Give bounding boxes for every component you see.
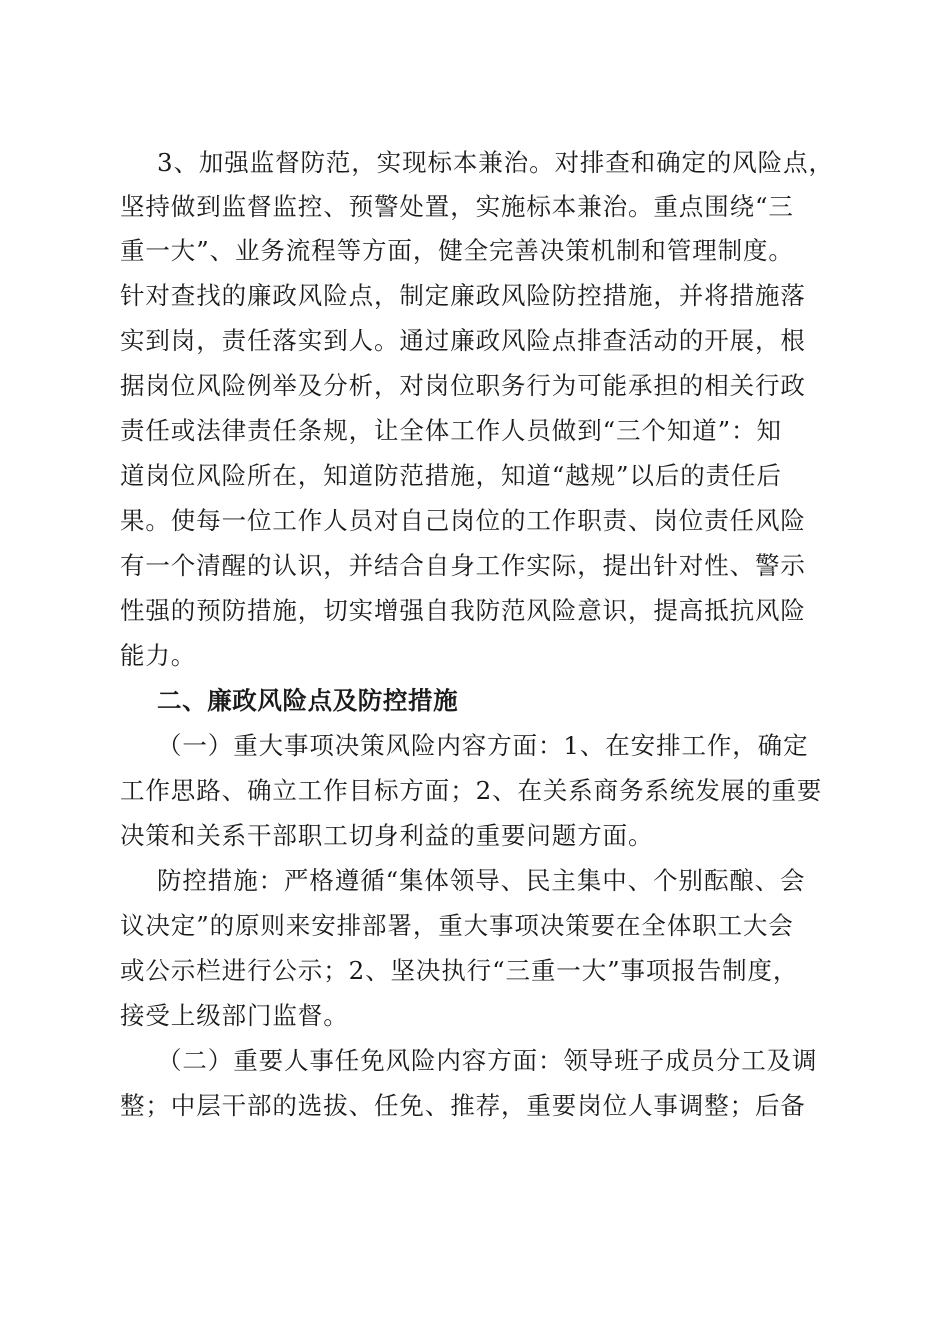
body-text-line: 工作思路、确立工作目标方面；2、在关系商务系统发展的重要 (120, 776, 823, 805)
body-text-line: 整；中层干部的选拔、任免、推荐，重要岗位人事调整；后备 (120, 1091, 806, 1120)
body-text-line: 议决定”的原则来安排部署，重大事项决策要在全体职工大会 (120, 911, 794, 940)
body-text-line: 坚持做到监督监控、预警处置，实施标本兼治。重点围绕“三 (120, 192, 794, 221)
body-text-line: 责任或法律责任条规，让全体工作人员做到“三个知道”：知 (120, 416, 782, 445)
body-text-line: 道岗位风险所在，知道防范措施，知道“越规”以后的责任后 (120, 461, 782, 490)
body-text-line: 防控措施：严格遵循“集体领导、民主集中、个别酝酿、会 (157, 866, 806, 895)
body-text-line: 决策和关系干部职工切身利益的重要问题方面。 (120, 821, 654, 850)
body-text-line: 重一大”、业务流程等方面，健全完善决策机制和管理制度。 (120, 236, 794, 265)
body-text-line: 能力。 (120, 641, 197, 670)
body-text-line: 性强的预防措施，切实增强自我防范风险意识，提高抵抗风险 (120, 596, 806, 625)
body-text-line: 实到岗，责任落实到人。通过廉政风险点排查活动的开展，根 (120, 326, 806, 355)
body-text-line: 接受上级部门监督。 (120, 1001, 349, 1030)
body-text-line: 针对查找的廉政风险点，制定廉政风险防控措施，并将措施落 (120, 281, 806, 310)
body-text-line: 据岗位风险例举及分析，对岗位职务行为可能承担的相关行政 (120, 371, 806, 400)
body-text-line: 3、加强监督防范，实现标本兼治。对排查和确定的风险点， (157, 148, 834, 177)
body-text-line: 果。使每一位工作人员对自己岗位的工作职责、岗位责任风险 (120, 506, 806, 535)
subsection-text-line: （二）重要人事任免风险内容方面：领导班子成员分工及调 (157, 1046, 818, 1075)
body-text-line: 或公示栏进行公示；2、坚决执行“三重一大”事项报告制度， (120, 956, 799, 985)
subsection-text-line: （一）重大事项决策风险内容方面：1、在安排工作，确定 (157, 731, 809, 760)
body-text-line: 有一个清醒的认识，并结合自身工作实际，提出针对性、警示 (120, 551, 806, 580)
section-heading: 二、廉政风险点及防控措施 (157, 686, 459, 715)
